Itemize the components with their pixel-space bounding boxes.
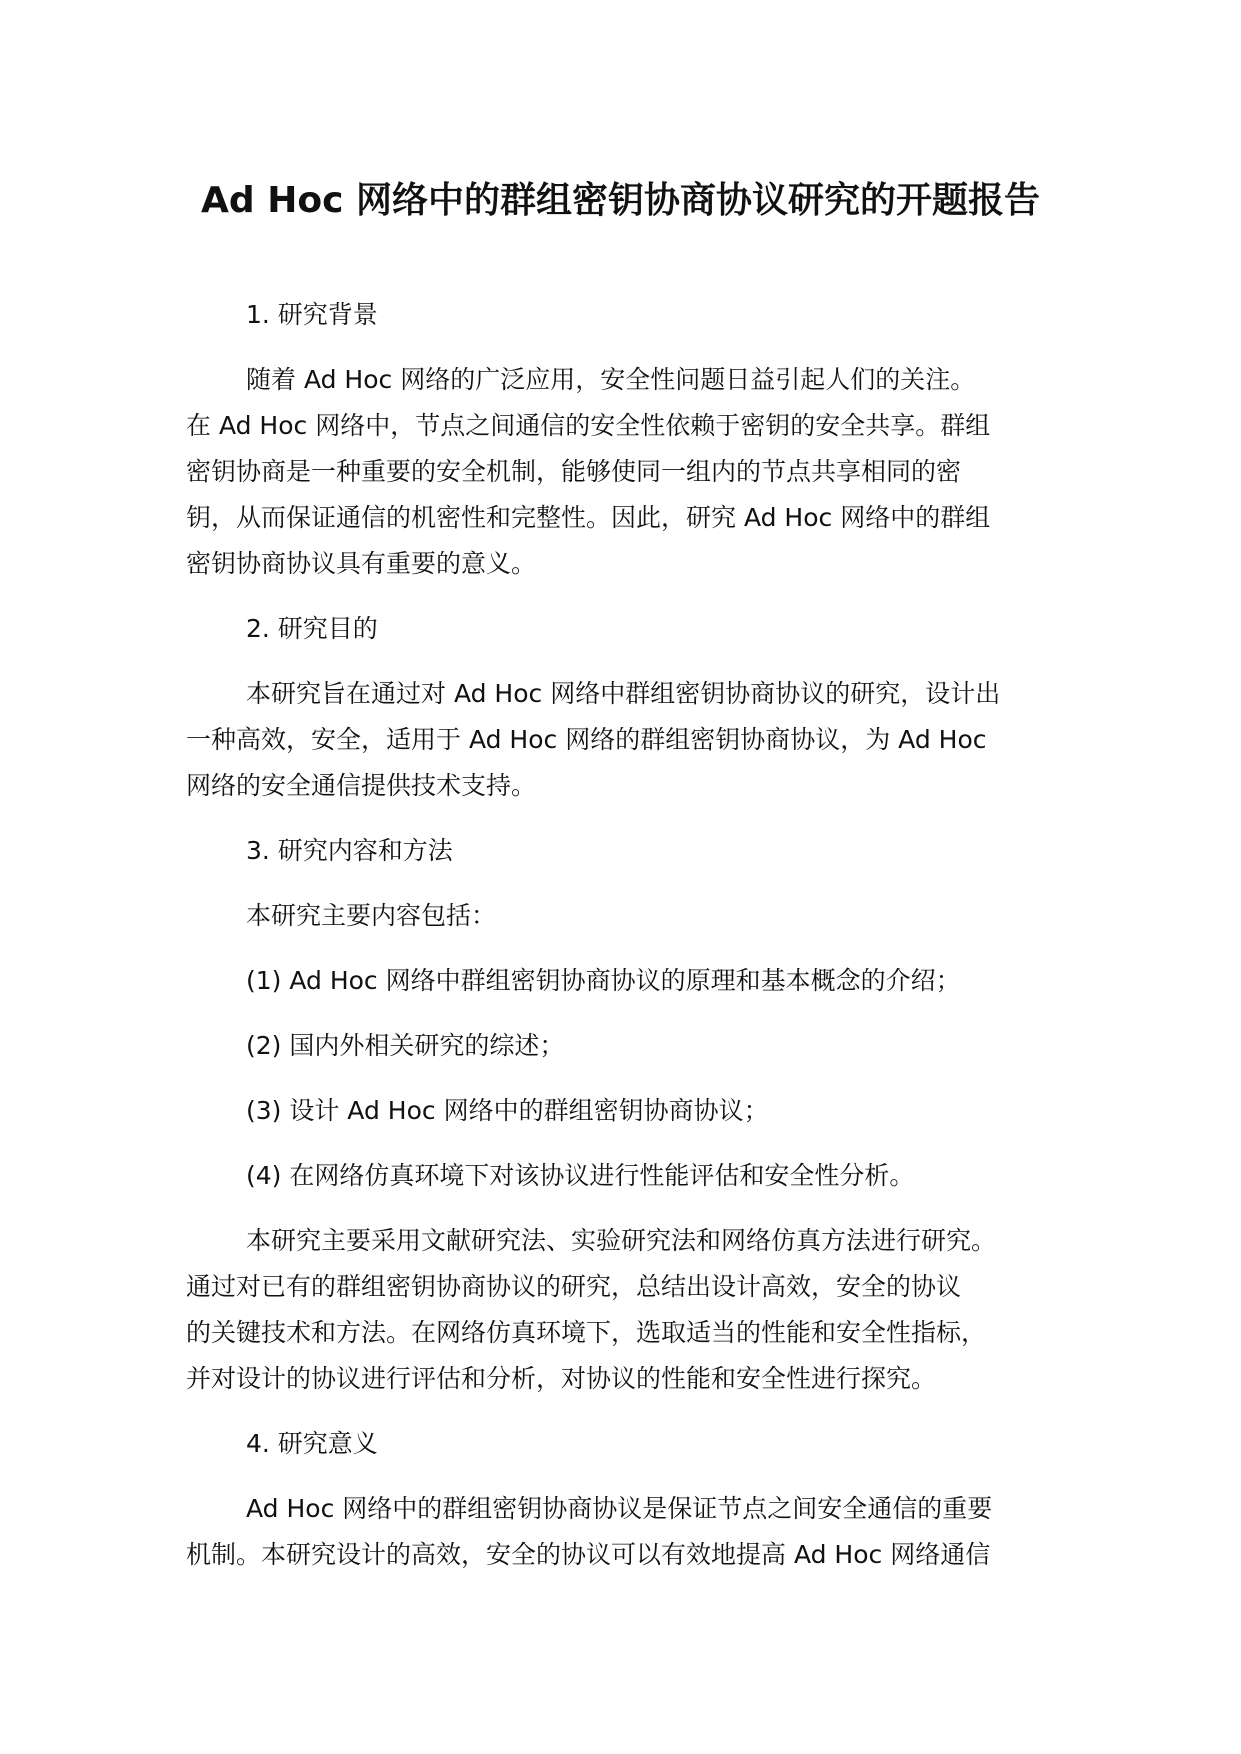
list-item: (3) 设计 Ad Hoc 网络中的群组密钥协商协议； (246, 1096, 769, 1125)
section-heading-significance: 4. 研究意义 (246, 1429, 378, 1458)
section-heading-background: 1. 研究背景 (246, 300, 378, 329)
paragraph-line: 通过对已有的群组密钥协商协议的研究，总结出设计高效，安全的协议 (186, 1272, 962, 1301)
section-heading-purpose: 2. 研究目的 (246, 614, 378, 643)
paragraph-significance (186, 1486, 1066, 1578)
paragraph-line: 本研究主要采用文献研究法、实验研究法和网络仿真方法进行研究。 (246, 1226, 997, 1255)
paragraph-line: 一种高效，安全，适用于 Ad Hoc 网络的群组密钥协商协议，为 Ad Hoc (186, 725, 987, 754)
paragraph-line: 密钥协商协议具有重要的意义。 (186, 549, 537, 578)
document-body (186, 292, 1066, 1597)
document-title: Ad Hoc 网络中的群组密钥协商协议研究的开题报告 (201, 180, 1040, 221)
paragraph-line: 网络的安全通信提供技术支持。 (186, 771, 537, 800)
paragraph-methods (186, 1218, 1066, 1402)
paragraph-line: 在 Ad Hoc 网络中，节点之间通信的安全性依赖于密钥的安全共享。群组 (186, 411, 991, 440)
paragraph-purpose (186, 671, 1066, 809)
paragraph-line: Ad Hoc 网络中的群组密钥协商协议是保证节点之间安全通信的重要 (246, 1494, 993, 1523)
paragraph-line: 本研究旨在通过对 Ad Hoc 网络中群组密钥协商协议的研究，设计出 (246, 679, 1001, 708)
section-heading-content-methods: 3. 研究内容和方法 (246, 836, 453, 865)
list-item: (4) 在网络仿真环境下对该协议进行性能评估和安全性分析。 (246, 1161, 915, 1190)
paragraph-background (186, 357, 1066, 587)
content-intro: 本研究主要内容包括： (246, 901, 497, 930)
paragraph-line: 机制。本研究设计的高效，安全的协议可以有效地提高 Ad Hoc 网络通信 (186, 1540, 991, 1569)
list-item: (2) 国内外相关研究的综述； (246, 1031, 565, 1060)
paragraph-line: 密钥协商是一种重要的安全机制，能够使同一组内的节点共享相同的密 (186, 457, 962, 486)
paragraph-line: 的关键技术和方法。在网络仿真环境下，选取适当的性能和安全性指标， (186, 1318, 987, 1347)
paragraph-line: 钥，从而保证通信的机密性和完整性。因此，研究 Ad Hoc 网络中的群组 (186, 503, 991, 532)
paragraph-line: 随着 Ad Hoc 网络的广泛应用，安全性问题日益引起人们的关注。 (246, 365, 976, 394)
paragraph-line: 并对设计的协议进行评估和分析，对协议的性能和安全性进行探究。 (186, 1364, 937, 1393)
list-item: (1) Ad Hoc 网络中群组密钥协商协议的原理和基本概念的介绍； (246, 966, 961, 995)
